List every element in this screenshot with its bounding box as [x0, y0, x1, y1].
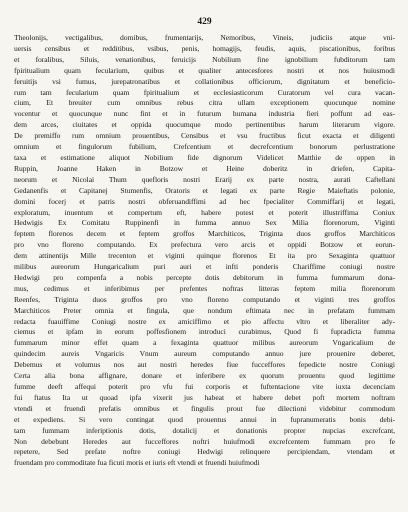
text-line: dem attinentijs Mille trecenton et viginti quinque florenos Et ita pro Sexaginta quattuor [14, 251, 395, 261]
text-line: quindecim aureis Vngaricis Vnum aureum computando annuo jure prouenire deberet, [14, 349, 395, 359]
text-line: Reenfes, Triginta duos groffos pro vno floreno computando et viginti tres groffos [14, 294, 395, 304]
text-line: Marchiticos Preter omnia et fingula, que nondum eftimata nec in prefatam fummam [14, 305, 395, 315]
text-line: tam fummam inferiptionis dotis, dotalicij et donationis propter nupcias excrefcant, [14, 425, 395, 435]
text-line: cium, Et breuiter cum omnibus rebus citra ullam exceptionem quocunque nomine [14, 98, 395, 108]
text-line: taxa et estimatione aliquot Nobilium fide dignorum Videlicet Matthie de oppen in [14, 152, 395, 162]
text-line: Gedanenfis et Capitanej Stumenfis, Oratoris et legati ex parte Regie Maieftatis polonie, [14, 185, 395, 195]
text-line: feptem florenos decem et feptem groffos Marchiticos, Triginta duos groffos Marchiticos [14, 229, 395, 239]
text-line: Ruppin, Joanne Haken in Botzow et Heine doberitz in driefen, Capita- [14, 163, 395, 173]
text-line: exploratum, inuentum et compertum eft, habere potest et poterit illustriffima Coniux [14, 207, 395, 217]
text-line: et expediens. Si vero contingat quod prouentus annui in fupranumeratis bonis debi- [14, 414, 395, 424]
text-line: mus, cedimus et inferibimus per prefentes noftras litteras feptem milia florenorum [14, 283, 395, 293]
text-line: fumme deeft affequi poterit pro vfu fui corporis et fuftentacione vite iuxta decenciam [14, 382, 395, 391]
text-line: pro vno floreno computando. Ex prefectura vero arcis et oppidi Botzow et eorun- [14, 240, 395, 250]
text-line: uersis censibus et redditibus, vsibus, penis, homagijs, feudis, aquis, piscationibus, foribus [14, 43, 395, 53]
body-text [14, 33, 395, 469]
text-line: vtendi et fruendi prefatis omnibus et fingulis prout fue dilectioni videbitur commodum [14, 403, 395, 413]
page-number: 429 [197, 17, 212, 27]
text-line: Non debebunt Heredes aut fucceffores noftri huiufmodi excrefcentem fummam pro fe [14, 436, 395, 446]
text-line: Debemus et volumus nos aut nostri heredes fiue fucceffores fepedicte nostre Coniugi [14, 360, 395, 370]
text-line: domini focerj et patris nostri obferuandiffimi ad hec fpecialiter Commiffarij et legati, [14, 196, 395, 206]
text-line: rum tam fecularium quam fpiritualium et ecclesiasticorum Curatorum vel cura vacan- [14, 87, 395, 97]
text-line: vocentur et quocunque nunc fint et in futurum humana industria fieri poffunt ad eas- [14, 109, 395, 119]
text-line: fui ftatus Ita ut quoad ipfa vixerit jus habeat et habere debet poft mortem noftram [14, 392, 395, 402]
text-line: repetere, Sed prefate noftre coniugi Hedwigi relinquere percipiendam, vtendam et [14, 447, 395, 457]
text-line: redacta fuauiffime Coniugi nostre ex amiciffimo et pio affectu vltro et liberaliter ady- [14, 316, 395, 326]
text-line: Hedwigi pro compenfa a nobis percepte dotis debitorum in fumma fummarum dona- [14, 272, 395, 282]
text-line: ciemus et ipfam in eorum poffesfionem introduci curabimus, Quod fi fupradicta fumma [14, 327, 395, 337]
text-line: dem arces, ciuitates et oppida quocumque modo pertinentibus harum literarum vigore. [14, 120, 395, 130]
text-line: feruitijs vsi fumus, jurepatronatibus et collationibus officiorum, dignitatum et beneficio- [14, 76, 395, 86]
text-line: omnium et fingulorum fubilium, Crefcentium et decrefcentium bonorum perlustratione [14, 142, 395, 152]
text-line: et foralibus, Siluis, venationibus, feruicijs Nobilium fine ignobilium fubditorum tam [14, 54, 395, 64]
text-line: Theolonijs, vectigalibus, domibus, frumentarijs, Nemoribus, Vineis, judiciis atque vni- [14, 33, 395, 42]
text-line: fummarum minor effet quam a fexaginta quattuor milibus aureorum Vngaricalium de [14, 338, 395, 348]
text-line: fpiritualium quam fecularium, quibus et qualiter antecesfores nostri et nos huiusmodi [14, 65, 395, 75]
text-line: Hedwigis Ex Comitatu Ruppinenfi in fumma annuo Sex Milia florenorum, Viginti [14, 218, 395, 228]
text-line: neorum et Nicolai Thum quefloris nostri Erarij ex parte nostra, aurati Caftellani [14, 174, 395, 184]
text-line: milibus aureorum Hungaricalium puri auri et infti ponderis Chariffime coniugi nostre [14, 262, 395, 272]
text-line: Certa alia bona affignare, donare et inferibere ex quorum prouentu quod legittime [14, 371, 395, 381]
text-line: De premiffo rum omnium prouentibus, Censibus et vsu fructibus ficut exacta et diligenti [14, 131, 395, 141]
text-line: fruendam pro commoditate fua ficuti moris et iuris eft vtendi et fruendi huiufmodi [14, 458, 260, 468]
